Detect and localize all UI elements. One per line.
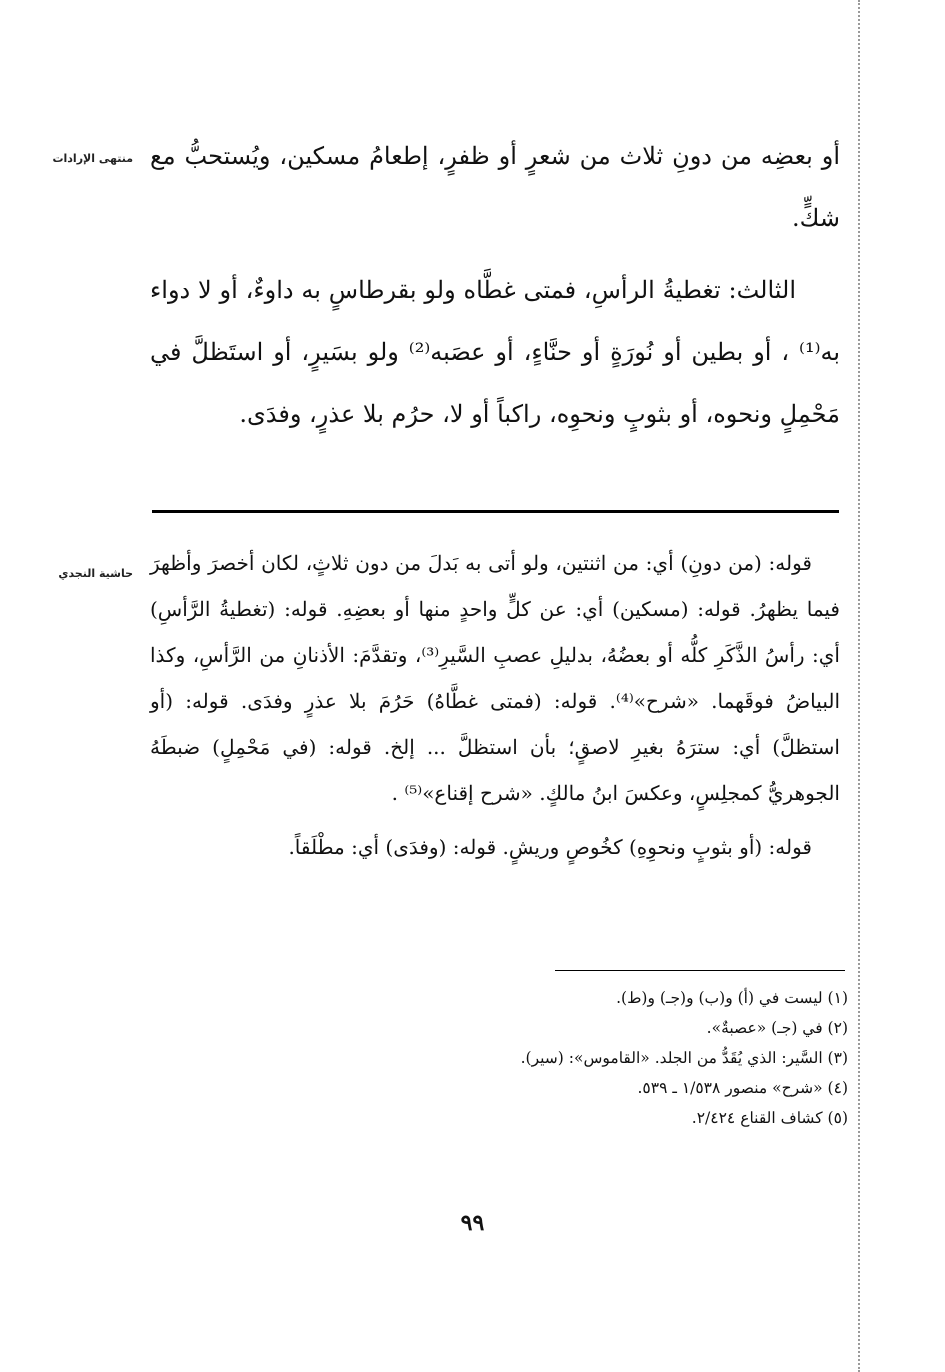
side-label-sharh: حاشية النجدي	[58, 567, 133, 580]
side-label-matn: منتهى الإرادات	[52, 152, 133, 165]
footnote: (٥) كشاف القناع ٢/٤٢٤.	[691, 1109, 848, 1127]
footnote: (١) ليست في (أ) و(ب) و(جـ) و(ط).	[616, 989, 848, 1007]
footnote: (٢) في (جـ) «عصبةٌ».	[706, 1019, 848, 1037]
matn-paragraph: الثالث: تغطيةُ الرأسِ، فمتى غطَّاه ولو بقرطاسٍ به داوءٌ، أو لا دواء به⁽¹⁾ ، أو بطين أو نُورَةٍ أو حنَّاءٍ، أو عصَبه⁽²⁾ ولو بسَيرٍ، أو استَظلَّ في مَحْمِلٍ ونحوه، أو بثوبٍ ونحوِه، راكباً أو لا، حرُم بلا عذرٍ، وفدَى.	[150, 276, 841, 428]
sharh-paragraph: قوله: (من دونِ) أي: من اثنتين، ولو أتى به بَدلَ من دون ثلاثٍ، لكان أخصرَ وأظهرَ فيما يظهرُ. قوله: (مسكين) أي: عن كلٍّ واحدٍ منها أو بعضِهِ. قوله: (تغطيةُ الرَّأسِ) أي: رأسُ الذَّكَرِ كلُّه أو بعضُهُ، بدليلِ عصبِ السَّيرِ⁽³⁾، وتقدَّمَ: الأذنانِ من الرَّأسِ، وكذا البياضُ فوقَهما. «شرح»⁽⁴⁾. قوله: (فمتى غطَّاهُ) حَرُمَ بلا عذرٍ وفدَى. قوله: (أو استظلَّ) أي: سترَهُ بغيرِ لاصقٍ؛ بأن استظلَّ ... إلخ. قوله: (في مَحْمِلٍ) ضبطَهُ الجوهريُّ كمجلِسٍ، وعكسَ ابنُ مالكٍ. «شرح إقناع»⁽⁵⁾ .	[150, 551, 840, 805]
footnote: (٤) «شرح» منصور ١/٥٣٨ ـ ٥٣٩.	[637, 1079, 848, 1097]
sharh-text	[150, 540, 840, 870]
page-number: ٩٩	[460, 1210, 485, 1236]
matn-paragraph: أو بعضِه من دونِ ثلاث من شعرٍ أو ظفرٍ، إطعامُ مسكين، ويُستحبُّ مع شكٍّ.	[150, 142, 840, 232]
matn-text	[150, 125, 840, 445]
section-divider	[152, 510, 839, 513]
margin-dotted-rule	[858, 0, 860, 1372]
sharh-paragraph: قوله: (أو بثوبٍ ونحوِهِ) كخُوصٍ وريشٍ. قوله: (وفدَى) أي: مطْلَقاً.	[288, 835, 812, 859]
footnote-divider	[555, 970, 845, 971]
footnotes	[300, 983, 848, 1133]
footnote: (٣) السَّير: الذي يُقَدُّ من الجلد. «القاموس»: (سير).	[520, 1049, 848, 1067]
